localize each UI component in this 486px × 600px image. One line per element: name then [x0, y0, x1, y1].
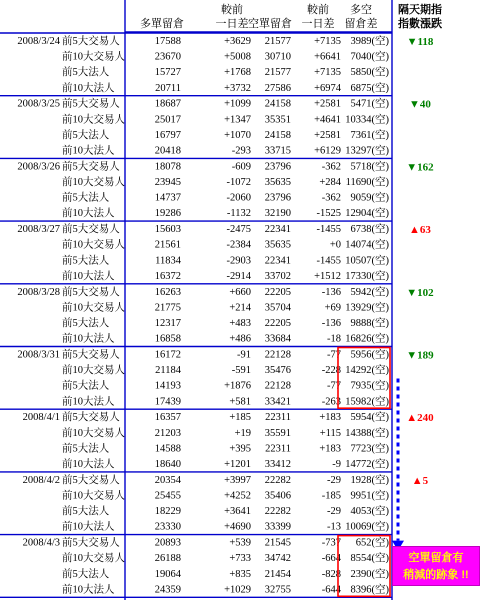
- cell-short: 35476: [264, 365, 291, 377]
- cell-short: 22282: [264, 474, 291, 486]
- cell-name: 前10大交易人: [62, 239, 125, 251]
- cell-short: 35591: [264, 427, 291, 439]
- annotation-line2: 稍減的跡象 !!: [403, 569, 469, 581]
- cell-name: 前5大法人: [62, 568, 110, 580]
- group-date: 2008/3/31: [17, 349, 60, 361]
- cell-short: 35635: [264, 239, 291, 251]
- cell-name: 前10大交易人: [62, 365, 125, 377]
- cell-name: 前5大交易人: [62, 98, 120, 110]
- header-chg2-line2: 一日差: [301, 18, 335, 30]
- cell-chg1: +581: [229, 396, 251, 408]
- cell-net: 4053(空): [350, 506, 389, 518]
- cell-short: 33399: [264, 521, 291, 533]
- cell-long: 25017: [154, 114, 181, 126]
- cell-net: 14074(空): [345, 239, 389, 251]
- cell-chg2: -263: [321, 396, 341, 408]
- cell-chg1: -2475: [226, 224, 251, 236]
- cell-name: 前5大交易人: [62, 36, 120, 47]
- cell-chg1: +1876: [224, 380, 251, 392]
- cell-name: 前10大法人: [62, 82, 115, 94]
- cell-net: 8396(空): [350, 584, 389, 596]
- cell-net: 2390(空): [350, 568, 389, 580]
- cell-name: 前10大法人: [62, 396, 115, 408]
- cell-long: 20418: [154, 145, 181, 157]
- cell-chg2: -77: [327, 380, 341, 392]
- cell-short: 21577: [264, 67, 291, 79]
- cell-chg1: +3997: [224, 474, 251, 486]
- cell-short: 22311: [265, 412, 291, 424]
- cell-name: 前10大交易人: [62, 114, 125, 126]
- header-chg1-line1: 較前: [221, 4, 243, 16]
- cell-chg1: +1347: [224, 114, 251, 126]
- cell-short: 33715: [264, 145, 291, 157]
- header-idx-line1: 隔天期指: [398, 4, 442, 16]
- cell-net: 6738(空): [350, 224, 389, 236]
- cell-long: 23945: [154, 177, 181, 188]
- table-body: [17, 34, 434, 595]
- cell-chg1: +5008: [224, 51, 251, 63]
- cell-net: 10069(空): [345, 521, 389, 533]
- cell-net: 3989(空): [350, 36, 389, 47]
- cell-chg1: +4690: [224, 521, 251, 533]
- cell-chg2: -644: [321, 584, 341, 596]
- cell-long: 17588: [154, 36, 181, 47]
- cell-long: 19064: [154, 568, 181, 580]
- cell-chg2: -1455: [316, 255, 341, 267]
- cell-net: 7040(空): [350, 51, 389, 63]
- cell-chg2: -737: [321, 537, 341, 549]
- cell-long: 12317: [154, 318, 181, 329]
- cell-chg1: -2914: [226, 270, 251, 282]
- cell-chg2: +4641: [314, 114, 341, 126]
- cell-long: 19286: [154, 208, 181, 220]
- cell-long: 14737: [154, 192, 181, 204]
- cell-chg1: +3641: [224, 506, 251, 518]
- cell-net: 5956(空): [350, 349, 389, 361]
- cell-chg2: +183: [319, 412, 341, 424]
- cell-chg1: +1070: [224, 129, 251, 141]
- cell-chg1: -2060: [226, 192, 251, 204]
- cell-chg2: -362: [321, 161, 341, 173]
- cell-chg1: +3732: [224, 82, 251, 94]
- cell-short: 30710: [264, 51, 291, 63]
- group-date: 2008/3/25: [17, 98, 60, 110]
- cell-net: 9888(空): [350, 318, 389, 329]
- cell-chg2: +0: [329, 239, 341, 251]
- cell-short: 22205: [264, 318, 291, 329]
- cell-name: 前10大交易人: [62, 427, 125, 439]
- header-long: 多單留倉: [140, 18, 184, 30]
- cell-chg2: +6974: [314, 82, 341, 94]
- cell-net: 16826(空): [345, 333, 389, 345]
- index-change: ▼102: [406, 286, 434, 299]
- cell-net: 10507(空): [345, 255, 389, 267]
- cell-net: 14388(空): [345, 427, 389, 439]
- cell-chg2: +6129: [314, 145, 341, 157]
- cell-net: 8554(空): [350, 553, 389, 565]
- cell-chg1: +1201: [224, 459, 251, 470]
- cell-short: 22341: [264, 224, 291, 236]
- header-net-line2: 留倉差: [344, 18, 378, 30]
- cell-chg1: -2384: [226, 239, 251, 251]
- cell-short: 21577: [264, 36, 291, 47]
- cell-chg2: +7135: [314, 36, 341, 47]
- cell-name: 前5大法人: [62, 443, 110, 455]
- cell-chg1: +1099: [224, 98, 251, 110]
- cell-chg2: -228: [321, 365, 341, 377]
- table-header: [140, 2, 442, 30]
- cell-chg1: +1768: [224, 67, 251, 79]
- group-date: 2008/4/2: [22, 474, 60, 486]
- cell-chg1: +660: [229, 286, 251, 298]
- cell-long: 18078: [154, 161, 181, 173]
- cell-chg1: +19: [234, 427, 251, 439]
- header-chg1-line2: 一日差: [215, 18, 249, 30]
- cell-short: 34742: [264, 553, 291, 565]
- group-date: 2008/4/3: [22, 537, 60, 549]
- cell-chg2: -136: [321, 286, 341, 298]
- cell-net: 5850(空): [350, 67, 389, 79]
- cell-chg2: +183: [319, 443, 341, 455]
- cell-chg1: -591: [231, 365, 251, 377]
- cell-long: 23330: [154, 521, 181, 533]
- cell-chg1: +483: [229, 318, 251, 329]
- cell-long: 16372: [154, 270, 181, 282]
- cell-long: 21184: [155, 365, 181, 377]
- cell-long: 23670: [154, 51, 181, 63]
- header-net-line1: 多空: [350, 4, 372, 16]
- cell-short: 23796: [264, 161, 291, 173]
- cell-long: 20354: [154, 474, 181, 486]
- cell-chg1: +1029: [224, 584, 251, 596]
- cell-short: 22341: [264, 255, 291, 267]
- cell-short: 33421: [264, 396, 291, 408]
- cell-net: 5471(空): [350, 98, 389, 110]
- index-change: ▼118: [406, 36, 434, 48]
- cell-net: 652(空): [355, 537, 389, 549]
- cell-long: 18687: [154, 98, 181, 110]
- header-idx-line2: 指數漲跌: [398, 18, 442, 30]
- cell-net: 9951(空): [350, 490, 389, 502]
- cell-chg2: -664: [321, 553, 341, 565]
- cell-name: 前5大交易人: [62, 474, 120, 486]
- group-date: 2008/3/27: [17, 224, 60, 236]
- cell-short: 32190: [264, 208, 291, 220]
- cell-chg1: +395: [229, 443, 251, 455]
- cell-long: 20711: [155, 82, 181, 94]
- cell-short: 24158: [264, 129, 291, 141]
- cell-net: 10334(空): [345, 114, 389, 126]
- cell-long: 18229: [154, 506, 181, 518]
- cell-name: 前10大法人: [62, 333, 115, 345]
- cell-name: 前10大交易人: [62, 302, 125, 314]
- cell-chg2: +7135: [314, 67, 341, 79]
- cell-net: 12904(空): [345, 208, 389, 220]
- cell-long: 16263: [154, 286, 181, 298]
- cell-chg2: -18: [327, 333, 341, 345]
- cell-name: 前5大法人: [62, 192, 110, 204]
- index-change: ▼189: [406, 349, 434, 362]
- cell-name: 前10大法人: [62, 459, 115, 470]
- index-change: ▲240: [406, 412, 434, 425]
- cell-long: 16357: [154, 412, 181, 424]
- cell-long: 21203: [154, 427, 181, 439]
- cell-chg2: -185: [321, 490, 341, 502]
- cell-long: 17439: [154, 396, 181, 408]
- cell-chg1: +835: [229, 568, 251, 580]
- cell-chg2: +115: [319, 427, 341, 439]
- annotation-box: [392, 546, 480, 586]
- index-change: ▲5: [411, 474, 429, 487]
- cell-chg1: +4252: [224, 490, 251, 502]
- cell-long: 14193: [154, 380, 181, 392]
- cell-long: 16797: [154, 129, 181, 141]
- index-change: ▼162: [406, 161, 434, 174]
- cell-net: 17330(空): [345, 270, 389, 282]
- cell-name: 前5大交易人: [62, 349, 120, 361]
- cell-long: 14588: [154, 443, 181, 455]
- cell-chg2: -1455: [316, 224, 341, 236]
- header-chg2-line1: 較前: [307, 4, 329, 16]
- cell-name: 前5大法人: [62, 129, 110, 141]
- cell-long: 18640: [154, 459, 181, 470]
- cell-chg1: -91: [237, 349, 251, 361]
- cell-chg2: -13: [327, 521, 341, 533]
- cell-name: 前10大交易人: [62, 51, 125, 63]
- cell-net: 13297(空): [345, 145, 389, 157]
- cell-name: 前5大交易人: [62, 161, 120, 173]
- cell-short: 27586: [264, 82, 291, 94]
- cell-long: 16172: [154, 349, 181, 361]
- cell-name: 前5大交易人: [62, 412, 120, 424]
- cell-chg2: -362: [321, 192, 341, 204]
- cell-net: 11690(空): [345, 177, 389, 188]
- cell-chg2: +1512: [314, 270, 341, 282]
- annotation-line1: 空單留倉有: [408, 552, 464, 564]
- cell-name: 前10大法人: [62, 521, 115, 533]
- cell-chg1: +214: [229, 302, 251, 314]
- cell-short: 32755: [264, 584, 291, 596]
- cell-chg1: +539: [229, 537, 251, 549]
- cell-chg2: +284: [319, 177, 341, 188]
- cell-net: 14292(空): [345, 365, 389, 377]
- cell-net: 15982(空): [345, 396, 389, 408]
- cell-chg1: -293: [231, 145, 251, 157]
- cell-chg1: -1132: [226, 208, 251, 220]
- cell-net: 5718(空): [350, 161, 389, 173]
- cell-chg1: -609: [231, 161, 251, 173]
- cell-net: 7361(空): [350, 129, 389, 141]
- index-change: ▲63: [409, 224, 431, 237]
- cell-chg1: +3629: [224, 36, 251, 47]
- cell-short: 23796: [264, 192, 291, 204]
- cell-chg1: +185: [229, 412, 251, 424]
- cell-long: 25455: [154, 490, 181, 502]
- cell-short: 35351: [264, 114, 291, 126]
- cell-chg2: -1525: [316, 208, 341, 220]
- cell-short: 24158: [264, 98, 291, 110]
- cell-name: 前10大法人: [62, 270, 115, 282]
- cell-short: 22128: [264, 349, 291, 361]
- cell-name: 前5大法人: [62, 318, 110, 329]
- cell-name: 前5大法人: [62, 506, 110, 518]
- cell-name: 前10大法人: [62, 145, 115, 157]
- group-date: 2008/4/1: [22, 412, 60, 424]
- cell-long: 16858: [154, 333, 181, 345]
- cell-short: 35635: [264, 177, 291, 188]
- cell-name: 前10大法人: [62, 584, 115, 596]
- cell-chg2: -9: [332, 459, 341, 470]
- cell-chg2: +2581: [314, 98, 341, 110]
- cell-chg1: -1072: [226, 177, 251, 188]
- cell-short: 35704: [264, 302, 291, 314]
- cell-long: 21775: [154, 302, 181, 314]
- cell-name: 前5大交易人: [62, 224, 120, 236]
- cell-short: 21454: [264, 568, 291, 580]
- cell-short: 22128: [264, 380, 291, 392]
- header-short: 空單留倉: [248, 18, 292, 30]
- cell-net: 13929(空): [345, 302, 389, 314]
- cell-long: 26188: [154, 553, 181, 565]
- cell-short: 35406: [264, 490, 291, 502]
- cell-chg2: -136: [321, 318, 341, 329]
- cell-name: 前5大法人: [62, 380, 110, 392]
- cell-chg2: -828: [321, 568, 341, 580]
- cell-name: 前10大交易人: [62, 553, 125, 565]
- cell-chg2: +2581: [314, 129, 341, 141]
- cell-name: 前10大交易人: [62, 490, 125, 502]
- cell-short: 21545: [264, 537, 291, 549]
- cell-chg1: +486: [229, 333, 251, 345]
- cell-short: 33684: [264, 333, 291, 345]
- cell-short: 22205: [264, 286, 291, 298]
- cell-chg2: -77: [327, 349, 341, 361]
- cell-chg1: +733: [229, 553, 251, 565]
- cell-chg1: -2903: [226, 255, 251, 267]
- cell-short: 22311: [265, 443, 291, 455]
- index-change: ▼40: [409, 98, 431, 111]
- cell-name: 前5大法人: [62, 67, 110, 79]
- cell-long: 20893: [154, 537, 181, 549]
- cell-chg2: -29: [327, 474, 341, 486]
- cell-name: 前10大法人: [62, 208, 115, 220]
- group-date: 2008/3/28: [17, 286, 60, 298]
- cell-chg2: -29: [327, 506, 341, 518]
- cell-short: 33702: [264, 270, 291, 282]
- cell-long: 15727: [154, 67, 181, 79]
- cell-short: 22282: [264, 506, 291, 518]
- cell-chg2: +6641: [314, 51, 341, 63]
- cell-long: 15603: [154, 224, 181, 236]
- cell-short: 33412: [264, 459, 291, 470]
- group-date: 2008/3/26: [17, 161, 60, 173]
- cell-name: 前5大交易人: [62, 286, 120, 298]
- cell-net: 7935(空): [350, 380, 389, 392]
- cell-net: 14772(空): [345, 459, 389, 470]
- cell-chg2: +69: [324, 302, 341, 314]
- cell-net: 1928(空): [350, 474, 389, 486]
- cell-long: 21561: [154, 239, 181, 251]
- cell-long: 11834: [155, 255, 181, 267]
- cell-name: 前5大法人: [62, 255, 110, 267]
- cell-net: 5942(空): [350, 286, 389, 298]
- group-date: 2008/3/24: [17, 36, 60, 47]
- cell-net: 9059(空): [350, 192, 389, 204]
- cell-name: 前10大交易人: [62, 177, 125, 188]
- cell-name: 前5大交易人: [62, 537, 120, 549]
- cell-net: 6875(空): [350, 82, 389, 94]
- cell-long: 24359: [154, 584, 181, 596]
- cell-net: 7723(空): [350, 443, 389, 455]
- cell-net: 5954(空): [350, 412, 389, 424]
